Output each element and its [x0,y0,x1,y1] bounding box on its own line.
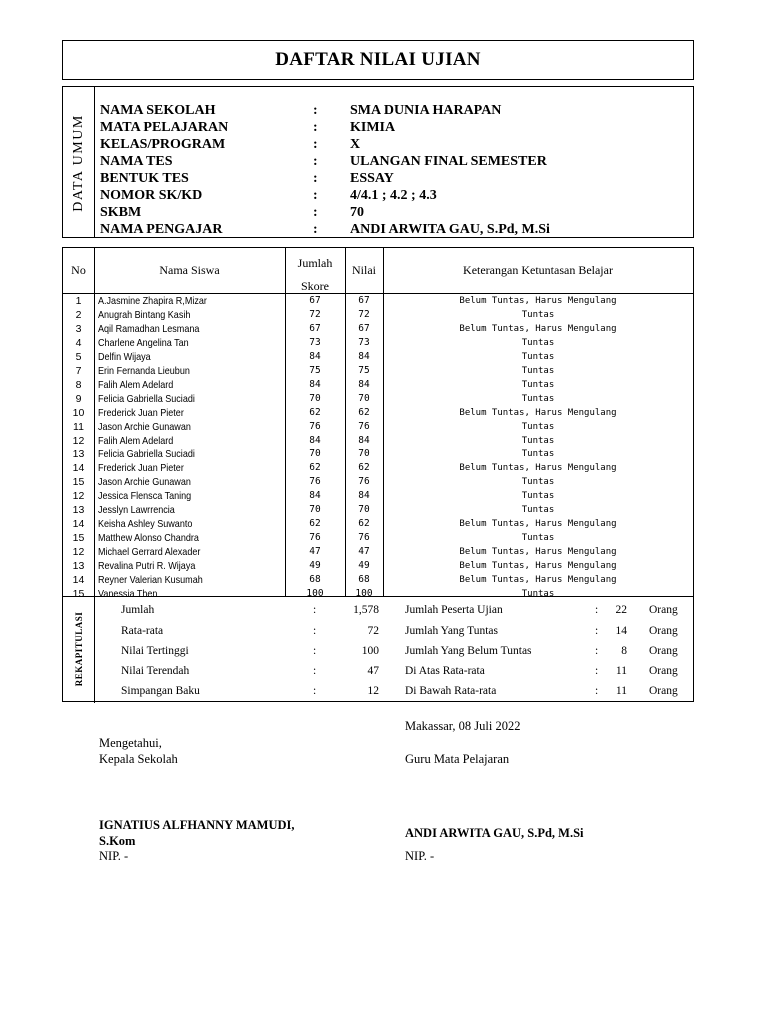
rekap-left-value: 100 [361,645,379,657]
place-date: Makassar, 08 Juli 2022 [405,719,521,733]
rekap-left-value: 47 [367,665,379,677]
rekap-right-value: 22 [615,604,627,616]
row-number: 15 [72,587,85,600]
rekap-unit: Orang [649,665,678,677]
row-keterangan: Tuntas [521,449,555,460]
row-number: 12 [72,490,85,503]
student-name: Charlene Angelina Tan [98,336,189,349]
row-keterangan: Belum Tuntas, Harus Mengulang [459,519,617,530]
info-label: KELAS/PROGRAM [100,137,226,152]
row-nilai: 62 [358,462,370,474]
row-number: 13 [72,504,85,517]
row-number: 12 [72,546,85,559]
row-jumlah-skor: 62 [309,462,321,474]
kepala-sekolah-title: Kepala Sekolah [99,752,178,766]
info-value: 4/4.1 ; 4.2 ; 4.3 [350,188,437,203]
page-title: DAFTAR NILAI UJIAN [275,49,481,70]
row-number: 14 [72,462,85,475]
row-number: 12 [72,434,85,447]
row-jumlah-skor: 70 [309,448,321,460]
rekap-left-value: 72 [367,625,379,637]
student-name: Frederick Juan Pieter [98,406,184,419]
row-number: 7 [75,364,82,377]
rekap-left-label: Nilai Terendah [121,665,190,677]
student-name: A.Jasmine Zhapira R,Mizar [98,295,207,307]
row-keterangan: Tuntas [521,477,555,488]
row-nilai: 84 [358,350,370,362]
col-divider-no [94,248,95,596]
row-number: 2 [75,309,82,321]
rekap-label: REKAPITULASI [74,611,84,687]
rekap-left-value: 1,578 [353,604,379,616]
rekap-left-separator: : [313,604,317,616]
student-name: Jason Archie Gunawan [98,420,191,433]
rekap-right-separator: : [595,665,599,677]
row-jumlah-skor: 62 [309,518,321,530]
info-separator: : [313,205,318,220]
student-name: Keisha Ashley Suwanto [98,518,193,531]
row-keterangan: Belum Tuntas, Harus Mengulang [459,323,617,334]
student-name: Jessica Flensca Taning [98,490,192,503]
student-name: Felicia Gabriella Suciadi [98,392,195,405]
row-nilai: 100 [355,587,373,599]
student-name: Jason Archie Gunawan [98,476,191,489]
row-number: 3 [75,322,82,335]
rekap-right-separator: : [595,625,599,637]
info-label: NAMA SEKOLAH [100,103,216,118]
row-number: 14 [72,574,85,586]
row-number: 15 [72,532,85,545]
kepala-sekolah-nip: NIP. - [99,849,129,863]
row-nilai: 76 [358,420,370,432]
row-nilai: 67 [358,295,370,306]
row-jumlah-skor: 68 [309,574,321,585]
row-jumlah-skor: 70 [309,392,321,404]
row-keterangan: Belum Tuntas, Harus Mengulang [459,561,617,572]
row-keterangan: Tuntas [521,533,555,544]
row-jumlah-skor: 49 [309,560,321,572]
row-jumlah-skor: 76 [309,420,321,432]
student-name: Erin Fernanda Lieubun [98,364,190,377]
student-name: Revalina Putri R. Wijaya [98,560,196,573]
info-divider [94,87,95,237]
row-nilai: 67 [358,322,370,334]
row-number: 14 [72,518,85,531]
row-number: 10 [72,406,85,419]
row-jumlah-skor: 67 [309,322,321,334]
row-nilai: 70 [358,392,370,404]
mengetahui-text: Mengetahui, [99,736,162,750]
row-nilai: 62 [358,518,370,530]
rekap-unit: Orang [649,604,678,616]
row-number: 5 [75,350,82,363]
grade-table [62,247,694,702]
header-jumlah: Jumlah [297,256,333,270]
row-number: 8 [75,378,82,391]
student-name: Frederick Juan Pieter [98,462,184,475]
row-nilai: 76 [358,532,370,544]
row-keterangan: Tuntas [521,379,555,390]
row-nilai: 84 [358,490,370,502]
info-separator: : [313,154,318,169]
student-name: Reyner Valerian Kusumah [98,574,203,586]
row-nilai: 76 [358,476,370,488]
row-nilai: 49 [358,560,370,572]
info-label: NAMA TES [100,154,173,169]
row-keterangan: Tuntas [521,310,555,320]
row-number: 13 [72,448,85,461]
row-keterangan: Belum Tuntas, Harus Mengulang [459,575,617,585]
info-label: SKBM [100,205,142,220]
info-separator: : [313,188,318,203]
rekap-divider [94,596,95,703]
row-jumlah-skor: 84 [309,378,321,390]
row-keterangan: Tuntas [521,491,555,502]
row-nilai: 62 [358,406,370,418]
info-separator: : [313,137,318,152]
student-name: Michael Gerrard Alexader [98,546,201,559]
rekap-right-label: Jumlah Peserta Ujian [405,604,503,616]
row-keterangan: Tuntas [521,421,555,432]
rekap-left-label: Jumlah [121,604,155,616]
row-number: 15 [72,476,85,489]
rekap-left-separator: : [313,645,317,657]
row-jumlah-skor: 84 [309,350,321,362]
header-skore: Skore [301,279,329,293]
row-jumlah-skor: 62 [309,406,321,418]
header-nama-siswa: Nama Siswa [159,263,220,277]
rekap-unit: Orang [649,645,678,657]
info-value: X [350,137,361,152]
guru-title: Guru Mata Pelajaran [405,752,510,766]
student-name: Delfin Wijaya [98,350,151,363]
row-jumlah-skor: 75 [309,364,321,376]
row-keterangan: Belum Tuntas, Harus Mengulang [459,407,617,418]
row-number: 9 [75,392,82,405]
info-separator: : [313,222,318,237]
row-jumlah-skor: 73 [309,336,321,348]
info-separator: : [313,120,318,135]
guru-name: ANDI ARWITA GAU, S.Pd, M.Si [405,826,584,840]
row-nilai: 84 [358,434,370,446]
row-nilai: 70 [358,504,370,516]
student-name: Anugrah Bintang Kasih [98,309,191,321]
title-box [62,40,694,80]
student-name: Falih Alem Adelard [98,434,174,447]
row-nilai: 84 [358,378,370,390]
rekap-right-separator: : [595,685,599,697]
row-jumlah-skor: 84 [309,434,321,446]
row-keterangan: Tuntas [521,365,555,376]
rekap-right-label: Jumlah Yang Tuntas [405,625,498,637]
student-name: Matthew Alonso Chandra [98,532,199,545]
row-nilai: 73 [358,336,370,348]
info-label: NAMA PENGAJAR [100,222,223,237]
row-jumlah-skor: 76 [309,532,321,544]
general-info-section [62,86,694,238]
row-keterangan: Belum Tuntas, Harus Mengulang [459,296,617,306]
info-label: BENTUK TES [100,171,189,186]
row-nilai: 75 [358,364,370,376]
row-jumlah-skor: 76 [309,476,321,488]
rekap-left-value: 12 [367,685,379,697]
row-keterangan: Tuntas [521,337,555,348]
rekap-unit: Orang [649,625,678,637]
info-value: ESSAY [350,171,394,186]
row-number: 13 [72,560,85,573]
rekap-right-separator: : [595,604,599,616]
row-number: 11 [73,420,84,433]
guru-nip: NIP. - [405,849,435,863]
row-nilai: 68 [358,574,370,585]
info-value: 70 [350,205,364,220]
row-jumlah-skor: 100 [306,587,324,599]
row-keterangan: Tuntas [521,505,555,516]
student-name: Felicia Gabriella Suciadi [98,448,195,461]
info-value: ANDI ARWITA GAU, S.Pd, M.Si [350,222,550,237]
rekap-right-label: Jumlah Yang Belum Tuntas [405,645,532,657]
row-jumlah-skor: 84 [309,490,321,502]
row-number: 4 [75,336,82,349]
info-separator: : [313,171,318,186]
row-keterangan: Belum Tuntas, Harus Mengulang [459,463,617,474]
rekap-left-label: Simpangan Baku [121,685,200,697]
info-label: NOMOR SK/KD [100,188,203,203]
rekap-right-label: Di Bawah Rata-rata [405,685,497,697]
header-nilai: Nilai [352,263,376,277]
rekap-left-separator: : [313,625,317,637]
rekap-left-label: Nilai Tertinggi [121,645,189,657]
row-keterangan: Tuntas [521,393,555,404]
header-keterangan: Keterangan Ketuntasan Belajar [463,263,613,277]
rekap-right-value: 8 [621,645,627,657]
info-separator: : [313,103,318,118]
info-value: KIMIA [350,120,396,135]
row-keterangan: Belum Tuntas, Harus Mengulang [459,547,617,558]
rekap-right-separator: : [595,645,599,657]
student-name: Jesslyn Lawrrencia [98,504,175,517]
student-name: Aqil Ramadhan Lesmana [98,322,200,335]
student-name: Falih Alem Adelard [98,378,174,391]
row-jumlah-skor: 70 [309,504,321,516]
row-nilai: 72 [358,309,370,320]
row-jumlah-skor: 67 [309,295,321,306]
data-umum-label: DATA UMUM [71,114,86,212]
info-value: SMA DUNIA HARAPAN [350,103,502,118]
row-jumlah-skor: 72 [309,309,321,320]
rekap-unit: Orang [649,685,678,697]
kepala-sekolah-degree: S.Kom [99,834,136,848]
row-nilai: 47 [358,546,370,558]
row-keterangan: Tuntas [521,588,555,599]
rekap-left-label: Rata-rata [121,625,164,637]
row-keterangan: Tuntas [521,435,555,446]
row-keterangan: Tuntas [521,351,555,362]
student-name: Vanessia Then [98,587,158,600]
row-nilai: 70 [358,448,370,460]
rekap-right-value: 11 [615,665,627,677]
rekap-left-separator: : [313,665,317,677]
rekap-right-value: 14 [615,625,627,637]
row-number: 1 [75,295,82,307]
info-label: MATA PELAJARAN [100,120,229,135]
info-value: ULANGAN FINAL SEMESTER [350,154,547,169]
rekap-left-separator: : [313,685,317,697]
row-jumlah-skor: 47 [309,546,321,558]
kepala-sekolah-name: IGNATIUS ALFHANNY MAMUDI, [99,818,295,832]
rekap-right-label: Di Atas Rata-rata [405,665,485,677]
rekap-right-value: 11 [615,685,627,697]
header-no: No [71,263,86,277]
